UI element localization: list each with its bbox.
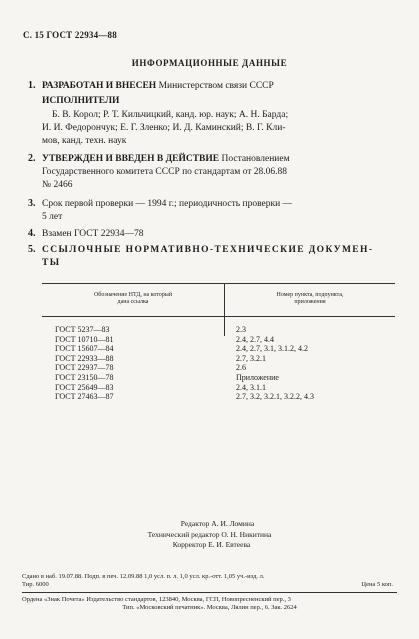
section-5-number: 5.: [28, 244, 36, 255]
page-header: С. 15 ГОСТ 22934—88: [23, 30, 117, 40]
section-3-number: 3.: [28, 198, 36, 209]
table-header-col2: Номер пункта, подпункта, приложения: [276, 292, 344, 305]
table-cell-ref: Приложение: [236, 372, 279, 382]
table-column-divider: [224, 283, 225, 336]
table-cell-doc: ГОСТ 10710—81: [55, 334, 114, 344]
credit-tech-editor: Технический редактор О. Н. Никитина: [147, 529, 272, 539]
table-header-rule: [42, 316, 395, 317]
table-cell-doc: ГОСТ 5237—83: [55, 325, 110, 334]
credit-editor: Редактор А. И. Ломина: [180, 519, 255, 528]
section-1-number: 1.: [28, 80, 36, 91]
section-1-lead: РАЗРАБОТАН И ВНЕСЕН: [42, 81, 157, 91]
table-header-col1: Обозначение НТД, на который дана ссылка: [93, 292, 173, 305]
table-cell-ref: 2.4, 3.1.1: [236, 382, 266, 392]
imprint-price: Цена 5 коп.: [361, 581, 393, 588]
table-cell-ref: 2.7, 3.2.1: [236, 353, 266, 363]
imprint-line: Ордена «Знак Почета» Издательство стандартов, 123840, Москва, ГСП, Новопресненский пер., 3: [22, 596, 291, 603]
section-4-text: Взамен ГОСТ 22934—78: [42, 229, 144, 239]
table-cell-doc: ГОСТ 27463—87: [55, 392, 114, 402]
section-2-lead: УТВЕРЖДЕН И ВВЕДЕН В ДЕЙСТВИЕ: [42, 154, 220, 164]
section-3-line: 5 лет: [42, 212, 63, 222]
editorial-credits: [0, 519, 419, 551]
imprint-line: Тир. 6000: [22, 581, 49, 588]
table-cell-ref: 2.6: [236, 363, 246, 373]
section-1-people-line: И. И. Федорончук; Е. Г. Зленко; И. Д. Каминский; В. Г. Кли-: [42, 123, 286, 133]
table-top-rule: [42, 283, 395, 284]
section-1-people-line: Б. В. Корол; Р. Т. Кильчицкий, канд. юр. наук; А. Н. Барда;: [52, 110, 289, 120]
section-3-line: Срок первой проверки — 1994 г.; периодичность проверки —: [42, 199, 293, 209]
table-cell-ref: 2.4, 2.7, 4.4: [236, 334, 274, 344]
section-1-text: Министерством связи СССР: [158, 81, 274, 91]
credit-proofreader: Корректор Е. И. Евтеева: [172, 540, 251, 549]
table-col-ref: [236, 325, 314, 402]
section-2-line: Государственного комитета СССР по стандартам от 28.06.88: [42, 167, 288, 177]
table-cell-doc: ГОСТ 23150—78: [55, 372, 114, 382]
section-5-line: ТЫ: [42, 258, 61, 268]
table-cell-doc: ГОСТ 25649—83: [55, 382, 114, 392]
section-1-people-line: мов, канд. техн. наук: [42, 136, 127, 146]
imprint-line: Тип. «Московский печатник». Москва, Лялин пер., 6. Зак. 2624: [122, 604, 297, 611]
table-col-doc: [55, 325, 114, 402]
section-2-text: Постановлением: [221, 154, 290, 164]
table-cell-ref: 2.3: [236, 325, 246, 334]
table-cell-doc: ГОСТ 15607—84: [55, 344, 114, 354]
section-5-line: ССЫЛОЧНЫЕ НОРМАТИВНО-ТЕХНИЧЕСКИЕ ДОКУМЕН-: [42, 245, 374, 255]
table-cell-ref: 2.4, 2.7, 3.1, 3.1.2, 4.2: [236, 344, 308, 354]
table-cell-ref: 2.7, 3.2, 3.2.1, 3.2.2, 4.3: [236, 392, 314, 402]
imprint-rule: [22, 592, 397, 593]
table-cell-doc: ГОСТ 22937—78: [55, 363, 114, 373]
section-2-line: № 2466: [42, 180, 73, 190]
table-cell-doc: ГОСТ 22933—88: [55, 353, 114, 363]
document-title: ИНФОРМАЦИОННЫЕ ДАННЫЕ: [131, 58, 288, 68]
imprint-line: Сдано в наб. 19.07.88. Подп. в печ. 12.09.88 1,0 усл. п. л. 1,0 усл. кр.-отт. 1,05 уч.-изд. л.: [22, 573, 265, 580]
section-4-number: 4.: [28, 228, 36, 239]
section-1-subheading: ИСПОЛНИТЕЛИ: [42, 96, 120, 106]
section-2-number: 2.: [28, 153, 36, 164]
